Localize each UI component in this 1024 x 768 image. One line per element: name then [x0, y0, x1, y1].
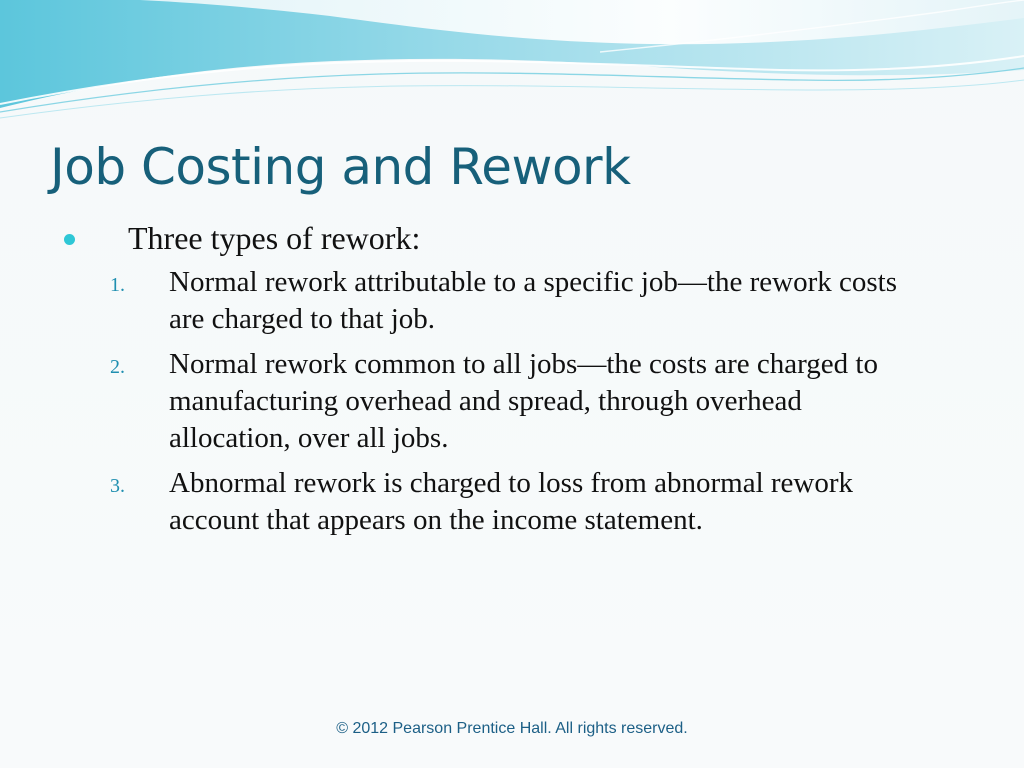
slide-content [60, 220, 960, 547]
list-item-number: 3. [110, 475, 125, 497]
list-item-text: Normal rework attributable to a specific job—the rework costs are charged to that job. [169, 266, 897, 335]
copyright-footer [0, 720, 1024, 738]
list-item-text: Normal rework common to all jobs—the costs are charged to manufacturing overhead and spread, through overhead allocation, over all jobs. [169, 348, 878, 454]
list-item-text: Abnormal rework is charged to loss from abnormal rework account that appears on the income statement. [169, 467, 854, 536]
list-item [60, 346, 960, 457]
list-item [60, 465, 960, 539]
slide-title: Job Costing and Rework [50, 138, 631, 196]
list-item [60, 264, 960, 338]
bullet-text: Three types of rework: [128, 220, 421, 256]
bullet-item [60, 220, 960, 264]
decorative-wave-header [0, 0, 1024, 130]
list-item-number: 1. [110, 274, 125, 296]
list-item-number: 2. [110, 356, 125, 378]
copyright-text: © 2012 Pearson Prentice Hall. All rights reserved. [336, 720, 688, 737]
bullet-icon [64, 234, 75, 245]
numbered-list [60, 264, 960, 539]
